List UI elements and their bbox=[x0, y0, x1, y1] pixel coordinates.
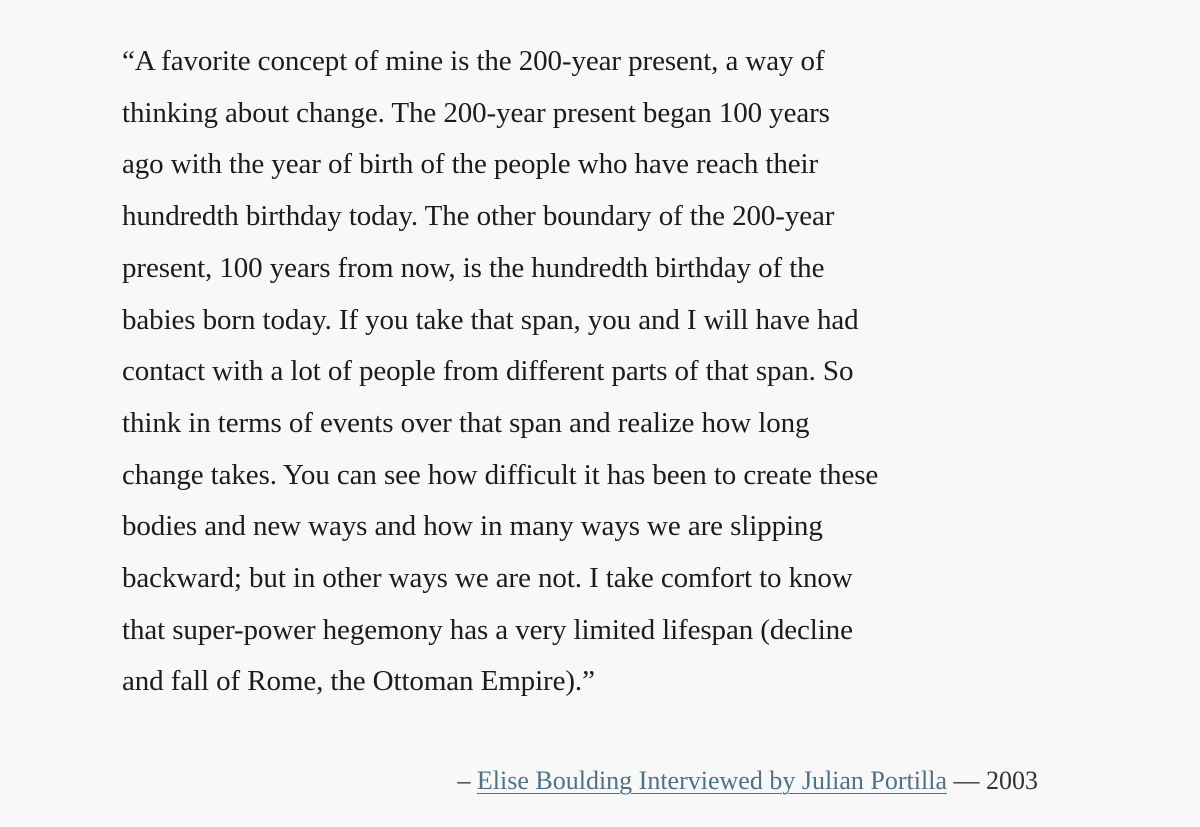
quote-line: backward; but in other ways we are not. I take comfort to know bbox=[122, 562, 853, 595]
quote-line: hundredth birthday today. The other boundary of the 200-year bbox=[122, 200, 835, 233]
quote-line: thinking about change. The 200-year present began 100 years bbox=[122, 96, 830, 129]
attribution-year: — 2003 bbox=[953, 766, 1038, 795]
quote-line: think in terms of events over that span and realize how long bbox=[122, 406, 810, 439]
quote-line: change takes. You can see how difficult it has been to create these bbox=[122, 458, 879, 491]
attribution bbox=[457, 760, 1038, 802]
quote-line: ago with the year of birth of the people who have reach their bbox=[122, 148, 819, 181]
attribution-prefix: – bbox=[457, 766, 471, 795]
quote-line: contact with a lot of people from different parts of that span. So bbox=[122, 355, 854, 388]
quote-line: that super-power hegemony has a very limited lifespan (decline bbox=[122, 613, 853, 646]
quote-line: present, 100 years from now, is the hundredth birthday of the bbox=[122, 251, 825, 284]
quote-line: and fall of Rome, the Ottoman Empire).” bbox=[122, 665, 595, 698]
quote-line: babies born today. If you take that span, you and I will have had bbox=[122, 303, 859, 336]
quote-line: “A favorite concept of mine is the 200-year present, a way of bbox=[122, 45, 825, 77]
quote-block bbox=[122, 36, 922, 708]
quote-line: bodies and new ways and how in many ways we are slipping bbox=[122, 510, 823, 543]
attribution-source-link[interactable]: Elise Boulding Interviewed by Julian Portilla bbox=[476, 766, 947, 795]
